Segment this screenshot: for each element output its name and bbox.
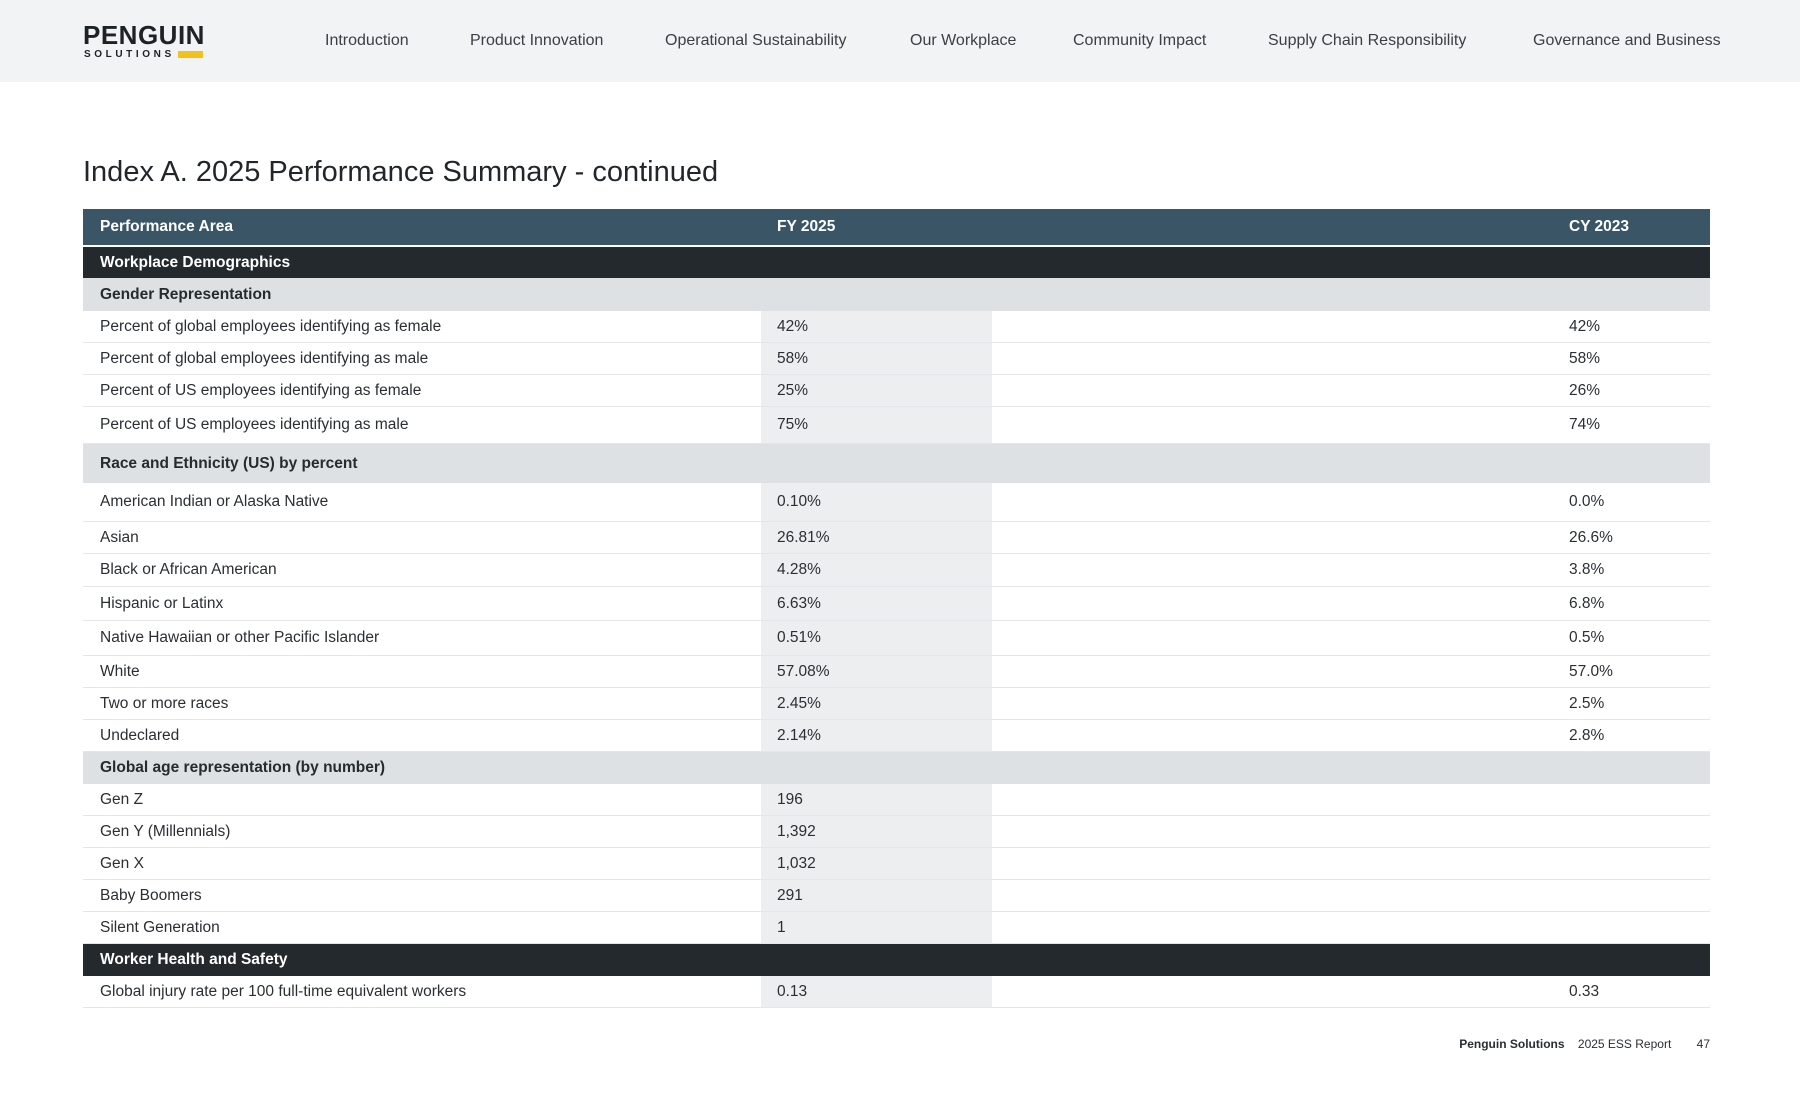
table-row bbox=[83, 407, 1710, 444]
subsection-label: Race and Ethnicity (US) by percent bbox=[100, 454, 358, 472]
cy-2023-value: 26.6% bbox=[1569, 528, 1613, 546]
fy-2025-value: 42% bbox=[761, 311, 992, 342]
table-row bbox=[83, 343, 1710, 375]
footer-brand: Penguin Solutions bbox=[1459, 1037, 1565, 1051]
cy-2023-value bbox=[992, 784, 1710, 815]
nav-product-innovation[interactable]: Product Innovation bbox=[470, 32, 604, 49]
table-row bbox=[83, 621, 1710, 656]
column-header-cy-2023: CY 2023 bbox=[1569, 218, 1630, 235]
top-navigation-bar bbox=[0, 0, 1800, 82]
nav-community-impact[interactable]: Community Impact bbox=[1073, 32, 1207, 49]
fy-2025-value: 4.28% bbox=[761, 554, 992, 586]
subsection-header-race-and-ethnicity-us-by-percent bbox=[83, 444, 1710, 483]
row-label: Percent of US employees identifying as female bbox=[100, 381, 422, 399]
table-row bbox=[83, 816, 1710, 848]
table-row bbox=[83, 554, 1710, 587]
fy-2025-value: 75% bbox=[761, 407, 992, 443]
fy-2025-value: 57.08% bbox=[761, 656, 992, 687]
section-label: Workplace Demographics bbox=[100, 253, 291, 271]
cy-2023-value: 2.5% bbox=[1569, 694, 1605, 712]
cy-2023-value: 0.33 bbox=[1569, 982, 1600, 1000]
subsection-label: Global age representation (by number) bbox=[100, 759, 386, 776]
row-label: Gen Y (Millennials) bbox=[100, 822, 231, 840]
table-row bbox=[83, 720, 1710, 752]
performance-summary-table bbox=[83, 209, 1710, 1008]
fy-2025-value: 2.45% bbox=[761, 688, 992, 719]
nav-introduction[interactable]: Introduction bbox=[325, 32, 409, 49]
page-title: Index A. 2025 Performance Summary - continued bbox=[83, 156, 719, 188]
row-label: Black or African American bbox=[100, 561, 277, 578]
row-label: Two or more races bbox=[100, 694, 229, 712]
logo-subtitle: SOLUTIONS bbox=[84, 49, 175, 60]
fy-2025-value: 26.81% bbox=[761, 522, 992, 553]
cy-2023-value bbox=[992, 816, 1710, 847]
nav-supply-chain-responsibility[interactable]: Supply Chain Responsibility bbox=[1268, 32, 1467, 49]
cy-2023-value: 26% bbox=[1569, 381, 1601, 399]
row-label: Undeclared bbox=[100, 726, 180, 744]
fy-2025-value: 0.51% bbox=[761, 621, 992, 655]
row-label: Asian bbox=[100, 528, 139, 546]
fy-2025-value: 1 bbox=[761, 912, 992, 943]
table-row bbox=[83, 848, 1710, 880]
fy-2025-value: 2.14% bbox=[761, 720, 992, 751]
subsection-header-gender-representation bbox=[83, 278, 1710, 311]
cy-2023-value: 2.8% bbox=[1569, 726, 1605, 744]
fy-2025-value: 0.10% bbox=[761, 483, 992, 521]
footer-report-name: 2025 ESS Report bbox=[1577, 1037, 1672, 1051]
table-row bbox=[83, 784, 1710, 816]
row-label: Silent Generation bbox=[100, 918, 220, 936]
row-label: Percent of global employees identifying as female bbox=[100, 317, 442, 335]
table-row bbox=[83, 483, 1710, 522]
section-label: Worker Health and Safety bbox=[100, 951, 288, 968]
fy-2025-value: 25% bbox=[761, 375, 992, 406]
table-row bbox=[83, 522, 1710, 554]
cy-2023-value: 58% bbox=[1569, 349, 1601, 367]
table-row bbox=[83, 587, 1710, 621]
nav-our-workplace[interactable]: Our Workplace bbox=[910, 32, 1017, 49]
table-row bbox=[83, 311, 1710, 343]
row-label: Percent of global employees identifying as male bbox=[100, 349, 429, 367]
table-row bbox=[83, 656, 1710, 688]
page-number: 47 bbox=[1696, 1037, 1710, 1051]
cy-2023-value bbox=[992, 880, 1710, 911]
cy-2023-value bbox=[992, 912, 1710, 943]
table-row bbox=[83, 912, 1710, 944]
fy-2025-value: 291 bbox=[761, 880, 992, 911]
fy-2025-value: 1,392 bbox=[761, 816, 992, 847]
row-label: Percent of US employees identifying as male bbox=[100, 416, 409, 433]
row-label: American Indian or Alaska Native bbox=[100, 493, 329, 510]
fy-2025-value: 58% bbox=[761, 343, 992, 374]
row-label: Baby Boomers bbox=[100, 886, 202, 904]
section-header-worker-health-and-safety bbox=[83, 944, 1710, 976]
row-label: White bbox=[100, 662, 140, 680]
table-row bbox=[83, 688, 1710, 720]
column-header-performance-area: Performance Area bbox=[100, 218, 233, 235]
cy-2023-value: 0.0% bbox=[1569, 493, 1605, 510]
page-footer bbox=[1459, 1036, 1710, 1052]
row-label: Gen Z bbox=[100, 790, 144, 808]
main-nav bbox=[0, 0, 1800, 82]
row-label: Hispanic or Latinx bbox=[100, 594, 224, 612]
logo-wordmark: PENGUIN bbox=[83, 20, 205, 50]
row-label: Global injury rate per 100 full-time equivalent workers bbox=[100, 982, 467, 1000]
fy-2025-value: 1,032 bbox=[761, 848, 992, 879]
column-header-fy-2025: FY 2025 bbox=[777, 218, 836, 235]
section-header-workplace-demographics bbox=[83, 247, 1710, 278]
cy-2023-value bbox=[992, 848, 1710, 879]
nav-operational-sustainability[interactable]: Operational Sustainability bbox=[665, 32, 847, 49]
row-label: Native Hawaiian or other Pacific Islander bbox=[100, 629, 380, 646]
cy-2023-value: 0.5% bbox=[1569, 629, 1605, 646]
nav-governance-and-business[interactable]: Governance and Business bbox=[1533, 32, 1721, 49]
cy-2023-value: 3.8% bbox=[1569, 561, 1605, 578]
table-row bbox=[83, 375, 1710, 407]
table-header-row bbox=[83, 209, 1710, 247]
fy-2025-value: 196 bbox=[761, 784, 992, 815]
table-row bbox=[83, 976, 1710, 1008]
cy-2023-value: 42% bbox=[1569, 317, 1601, 335]
row-label: Gen X bbox=[100, 854, 144, 872]
table-row bbox=[83, 880, 1710, 912]
fy-2025-value: 0.13 bbox=[761, 976, 992, 1007]
cy-2023-value: 74% bbox=[1569, 416, 1601, 433]
cy-2023-value: 6.8% bbox=[1569, 594, 1605, 612]
fy-2025-value: 6.63% bbox=[761, 587, 992, 620]
subsection-header-global-age-representation-by-number bbox=[83, 752, 1710, 784]
subsection-label: Gender Representation bbox=[100, 285, 272, 303]
cy-2023-value: 57.0% bbox=[1569, 662, 1613, 680]
